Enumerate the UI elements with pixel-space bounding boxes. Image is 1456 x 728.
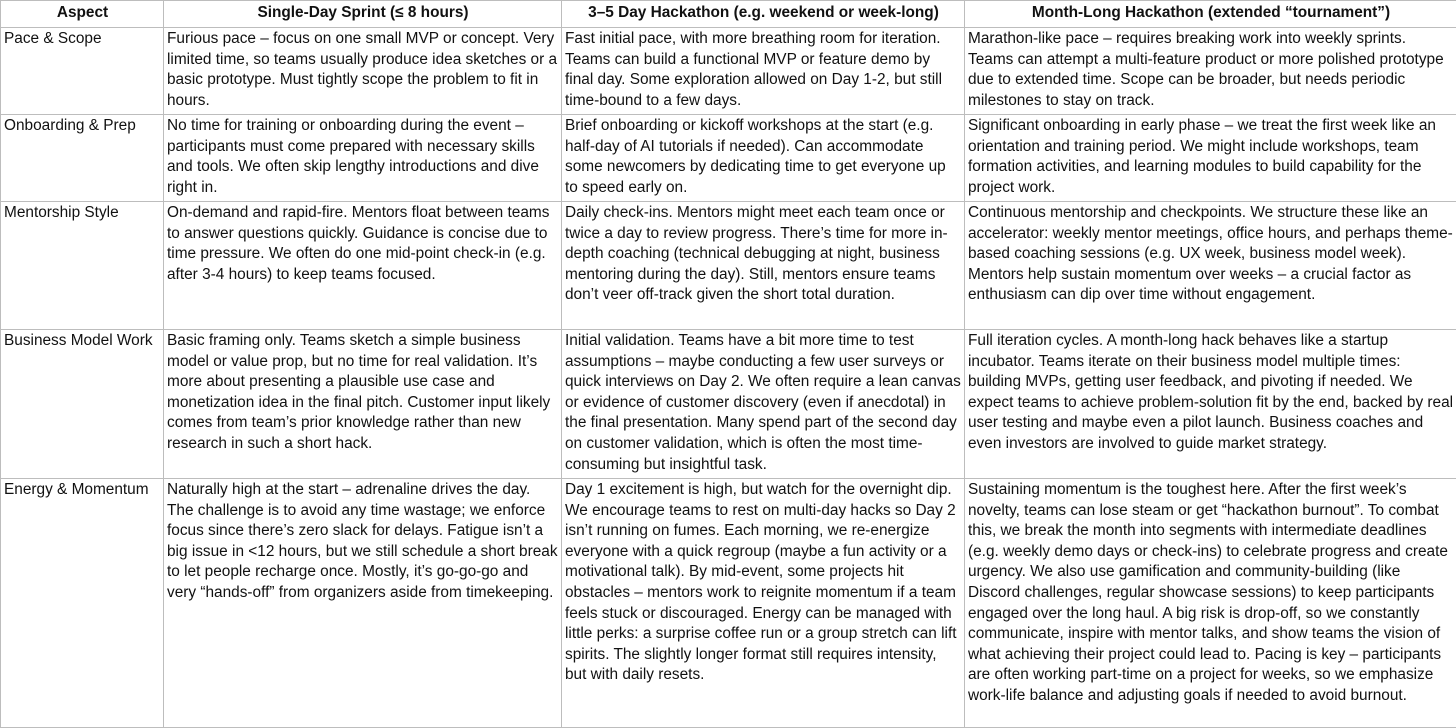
table-row	[1, 28, 1456, 115]
row-label: Onboarding & Prep	[1, 115, 164, 202]
table-row	[1, 202, 1456, 330]
table-cell: On-demand and rapid-fire. Mentors float between teams to answer questions quickly. Guidance is concise due to time pressure. We often do one mid-point check-in (e.g. after 3-4 hours) to keep teams focused.	[164, 202, 562, 330]
table-cell: Significant onboarding in early phase – we treat the first week like an orientation and training period. We might include workshops, team formation activities, and learning modules to build capability for the project work.	[965, 115, 1456, 202]
table-cell: Sustaining momentum is the toughest here. After the first week’s novelty, teams can lose steam or get “hackathon burnout”. To combat this, we break the month into segments with intermediate deadlines (e.g. weekly demo days or check-ins) to celebrate progress and create urgency. We also use gamification and community-building (like Discord challenges, regular showcase sessions) to keep participants engaged over the long haul. A big risk is drop-off, so we constantly communicate, inspire with mentor talks, and show teams the vision of what achieving their project could lead to. Pacing is key – participants are often working part-time on a project for weeks, so we emphasize work-life balance and adjusting goals if needed to avoid burnout.	[965, 479, 1456, 728]
row-label: Pace & Scope	[1, 28, 164, 115]
header-aspect: Aspect	[1, 1, 164, 28]
header-multi-day: 3–5 Day Hackathon (e.g. weekend or week-long)	[562, 1, 965, 28]
table-row	[1, 115, 1456, 202]
header-month-long: Month-Long Hackathon (extended “tournament”)	[965, 1, 1456, 28]
table-cell: Furious pace – focus on one small MVP or concept. Very limited time, so teams usually produce idea sketches or a basic prototype. Must tightly scope the problem to fit in hours.	[164, 28, 562, 115]
header-row	[1, 1, 1456, 28]
table-cell: Marathon-like pace – requires breaking work into weekly sprints. Teams can attempt a multi-feature product or more polished prototype due to extended time. Scope can be broader, but needs periodic milestones to stay on track.	[965, 28, 1456, 115]
table-cell: Naturally high at the start – adrenaline drives the day. The challenge is to avoid any time wastage; we enforce focus since there’s zero slack for delays. Fatigue isn’t a big issue in <12 hours, but we still schedule a short break to let people recharge once. Mostly, it’s go-go-go and very “hands-off” from organizers aside from timekeeping.	[164, 479, 562, 728]
row-label: Mentorship Style	[1, 202, 164, 330]
table-cell: Initial validation. Teams have a bit more time to test assumptions – maybe conducting a few user surveys or quick interviews on Day 2. We often require a lean canvas or evidence of customer discovery (even if anecdotal) in the final presentation. Many spend part of the second day on customer validation, which is often the most time-consuming but insightful task.	[562, 330, 965, 479]
table-cell: Continuous mentorship and checkpoints. We structure these like an accelerator: weekly mentor meetings, office hours, and perhaps theme-based coaching sessions (e.g. UX week, business model week). Mentors help sustain momentum over weeks – a crucial factor as enthusiasm can dip over time without engagement.	[965, 202, 1456, 330]
table-cell: Fast initial pace, with more breathing room for iteration. Teams can build a functional MVP or feature demo by final day. Some exploration allowed on Day 1-2, but still time-bound to a few days.	[562, 28, 965, 115]
table-cell: Daily check-ins. Mentors might meet each team once or twice a day to review progress. There’s time for more in-depth coaching (technical debugging at night, business mentoring during the day). Still, mentors ensure teams don’t veer off-track given the short total duration.	[562, 202, 965, 330]
table-cell: Basic framing only. Teams sketch a simple business model or value prop, but no time for real validation. It’s more about presenting a plausible use case and monetization idea in the final pitch. Customer input likely comes from team’s prior knowledge rather than new research in such a short hack.	[164, 330, 562, 479]
header-single-day: Single-Day Sprint (≤ 8 hours)	[164, 1, 562, 28]
table-cell: Brief onboarding or kickoff workshops at the start (e.g. half-day of AI tutorials if needed). Can accommodate some newcomers by dedicating time to get everyone up to speed early on.	[562, 115, 965, 202]
table-row	[1, 330, 1456, 479]
table-cell: Full iteration cycles. A month-long hack behaves like a startup incubator. Teams iterate on their business model multiple times: building MVPs, getting user feedback, and pivoting if needed. We expect teams to achieve problem-solution fit by the end, backed by real user testing and maybe even a pilot launch. Business coaches and even investors are involved to guide market strategy.	[965, 330, 1456, 479]
table-cell: Day 1 excitement is high, but watch for the overnight dip. We encourage teams to rest on multi-day hacks so Day 2 isn’t running on fumes. Each morning, we re-energize everyone with a quick regroup (maybe a fun activity or a motivational talk). By mid-event, some projects hit obstacles – mentors work to reignite momentum if a team feels stuck or discouraged. Energy can be managed with little perks: a surprise coffee run or a group stretch can lift spirits. The slightly longer format still requires intensity, but with daily resets.	[562, 479, 965, 728]
row-label: Energy & Momentum	[1, 479, 164, 728]
row-label: Business Model Work	[1, 330, 164, 479]
table-row	[1, 479, 1456, 728]
table-cell: No time for training or onboarding during the event – participants must come prepared with necessary skills and tools. We often skip lengthy introductions and dive right in.	[164, 115, 562, 202]
